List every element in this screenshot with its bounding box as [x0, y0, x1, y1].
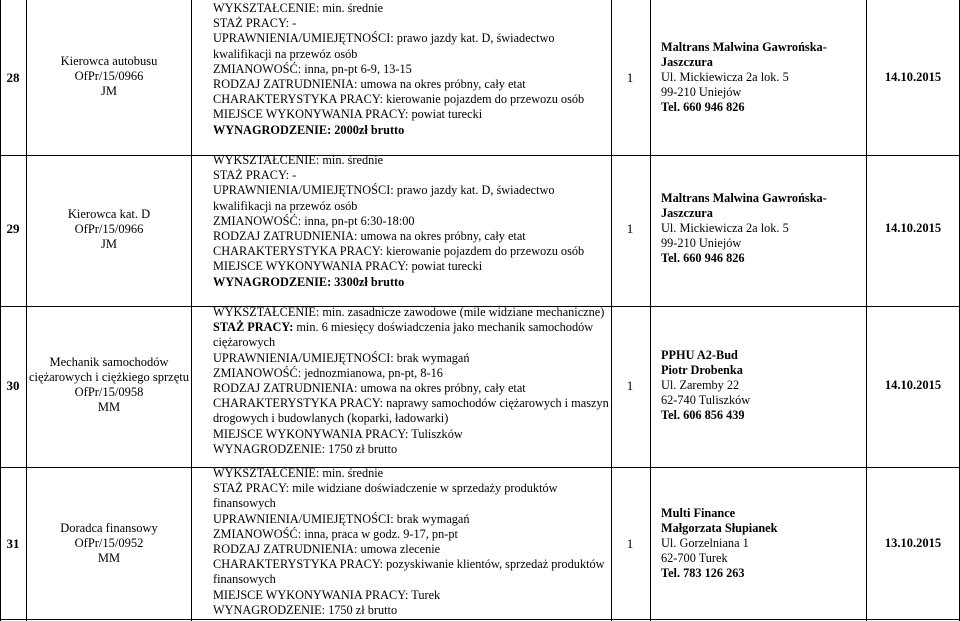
- education-line: [213, 153, 611, 168]
- employer-city: 62-740 Tuliszków: [661, 393, 751, 407]
- employer-cell: [661, 191, 866, 266]
- place-label: MIEJSCE WYKONYWANIA PRACY:: [213, 587, 409, 602]
- characteristics-line: [213, 557, 611, 587]
- employer-cell: [661, 506, 866, 581]
- job-title: Mechanik samochodów ciężarowych i ciężkiego sprzętu: [29, 355, 189, 384]
- shift-value: inna, pn-pt 6-9, 13-15: [301, 61, 412, 76]
- offer-date: 14.10.2015: [884, 378, 942, 392]
- quantity: 1: [626, 536, 634, 551]
- experience-label: STAŻ PRACY:: [213, 320, 294, 335]
- education-label: WYKSZTAŁCENIE:: [213, 1, 320, 15]
- place-line: [213, 259, 611, 274]
- employer-phone: Tel. 660 946 826: [661, 251, 745, 265]
- education-label: WYKSZTAŁCENIE:: [213, 466, 320, 480]
- job-description: [213, 1, 611, 138]
- shift-value: inna, praca w godz. 9-17, pn-pt: [301, 526, 458, 541]
- qualifications-line: [213, 183, 611, 213]
- characteristics-line: [213, 396, 611, 426]
- table-vline-2: [191, 0, 192, 621]
- shift-line: [213, 527, 611, 542]
- characteristics-value: naprawy samochodów ciężarowych i maszyn drogowych i budowlanych (koparki, ładowarki): [213, 396, 609, 426]
- job-initials: JM: [101, 84, 117, 98]
- employer-city: 99-210 Uniejów: [661, 236, 742, 250]
- row-number: 29: [6, 221, 20, 236]
- table-vline-5: [866, 0, 867, 621]
- job-cell: [27, 521, 191, 566]
- employer-name: Maltrans Malwina Gawrońska-Jaszczura: [661, 40, 827, 69]
- qualifications-value: prawo jazdy kat. D, świadectwo kwalifikacji na przewóz osób: [213, 31, 555, 61]
- job-title: Kierowca kat. D: [67, 207, 151, 221]
- characteristics-line: [213, 244, 611, 259]
- characteristics-line: [213, 92, 611, 107]
- place-value: powiat turecki: [408, 259, 483, 274]
- row-number: 30: [6, 378, 20, 393]
- characteristics-label: CHARAKTERYSTYKA PRACY:: [213, 244, 384, 259]
- employer-name-line1: PPHU A2-Bud: [661, 348, 738, 362]
- characteristics-label: CHARAKTERYSTYKA PRACY:: [213, 557, 384, 572]
- qualifications-line: [213, 31, 611, 61]
- experience-value: -: [289, 168, 297, 183]
- qualifications-value: brak wymagań: [393, 511, 470, 526]
- quantity: 1: [626, 70, 634, 85]
- employer-city: 62-700 Turek: [661, 551, 728, 565]
- salary-line: [213, 275, 611, 290]
- employer-phone: Tel. 783 126 263: [661, 566, 745, 580]
- job-title: Doradca finansowy: [60, 521, 158, 535]
- qualifications-line: [213, 512, 611, 527]
- job-description: [213, 466, 611, 618]
- employer-city: 99-210 Uniejów: [661, 85, 742, 99]
- employment-value: umowa na okres próbny, cały etat: [357, 229, 526, 244]
- experience-line: [213, 481, 611, 511]
- education-line: [213, 1, 611, 16]
- salary-value: 3300zł brutto: [331, 274, 405, 289]
- place-line: [213, 427, 611, 442]
- shift-line: [213, 214, 611, 229]
- job-ref: OfPr/15/0966: [74, 69, 144, 83]
- salary-value: 2000zł brutto: [331, 122, 405, 137]
- characteristics-value: kierowanie pojazdem do przewozu osób: [383, 244, 585, 259]
- table-vline-left: [0, 0, 1, 621]
- qualifications-label: UPRAWNIENIA/UMIEJĘTNOŚCI:: [213, 31, 394, 46]
- quantity: 1: [626, 378, 634, 393]
- salary-line: [213, 442, 611, 457]
- salary-line: [213, 603, 611, 618]
- shift-line: [213, 62, 611, 77]
- job-cell: [27, 54, 191, 99]
- offer-date: 14.10.2015: [884, 221, 942, 235]
- job-initials: MM: [97, 400, 121, 414]
- job-title: Kierowca autobusu: [60, 54, 158, 68]
- salary-label: WYNAGRODZENIE:: [213, 441, 326, 456]
- shift-label: ZMIANOWOŚĆ:: [213, 61, 302, 76]
- job-cell: [27, 355, 191, 415]
- experience-line: [213, 168, 611, 183]
- employer-phone: Tel. 660 946 826: [661, 100, 745, 114]
- offer-date: 13.10.2015: [884, 536, 942, 550]
- employment-line: [213, 77, 611, 92]
- education-line: [213, 466, 611, 481]
- employment-label: RODZAJ ZATRUDNIENIA:: [213, 381, 358, 396]
- employer-street: Ul. Mickiewicza 2a lok. 5: [661, 221, 789, 235]
- experience-label: STAŻ PRACY:: [213, 16, 290, 31]
- education-value: min. średnie: [319, 1, 384, 15]
- salary-value: 1750 zł brutto: [325, 441, 398, 456]
- job-ref: OfPr/15/0958: [74, 385, 144, 399]
- employer-street: Ul. Zaremby 22: [661, 378, 740, 392]
- characteristics-value: pozyskiwanie klientów, sprzedaż produktów finansowych: [213, 557, 605, 587]
- employer-cell: [661, 348, 866, 423]
- employer-name: Maltrans Malwina Gawrońska-Jaszczura: [661, 191, 827, 220]
- employer-name-line2: Piotr Drobenka: [661, 363, 743, 377]
- education-value: min. średnie: [319, 466, 384, 480]
- row-number: 31: [6, 536, 20, 551]
- salary-label: WYNAGRODZENIE:: [213, 122, 332, 137]
- qualifications-line: [213, 351, 611, 366]
- experience-line: [213, 16, 611, 31]
- salary-value: 1750 zł brutto: [325, 602, 398, 617]
- employer-street: Ul. Mickiewicza 2a lok. 5: [661, 70, 789, 84]
- characteristics-value: kierowanie pojazdem do przewozu osób: [383, 92, 585, 107]
- job-ref: OfPr/15/0966: [74, 222, 144, 236]
- table-vline-3: [611, 0, 612, 621]
- row-number: 28: [6, 70, 20, 85]
- qualifications-value: prawo jazdy kat. D, świadectwo kwalifikacji na przewóz osób: [213, 183, 555, 213]
- employer-cell: [661, 40, 866, 115]
- employment-line: [213, 381, 611, 396]
- shift-label: ZMIANOWOŚĆ:: [213, 213, 302, 228]
- job-initials: JM: [101, 237, 117, 251]
- qualifications-label: UPRAWNIENIA/UMIEJĘTNOŚCI:: [213, 183, 394, 198]
- employer-phone: Tel. 606 856 439: [661, 408, 745, 422]
- education-value: min. średnie: [319, 153, 384, 167]
- education-line: [213, 305, 611, 320]
- job-description: [213, 305, 611, 457]
- place-value: Tuliszków: [408, 426, 463, 441]
- employer-name-line1: Multi Finance: [661, 506, 736, 520]
- employer-name-line2: Małgorzata Słupianek: [661, 521, 778, 535]
- experience-label: STAŻ PRACY:: [213, 481, 290, 496]
- shift-label: ZMIANOWOŚĆ:: [213, 365, 302, 380]
- place-value: Turek: [408, 587, 441, 602]
- table-hline-bottom: [0, 619, 960, 620]
- experience-label: STAŻ PRACY:: [213, 168, 290, 183]
- education-value: min. zasadnicze zawodowe (mile widziane mechaniczne): [319, 305, 605, 319]
- offer-date: 14.10.2015: [884, 70, 942, 84]
- characteristics-label: CHARAKTERYSTYKA PRACY:: [213, 396, 384, 411]
- education-label: WYKSZTAŁCENIE:: [213, 153, 320, 167]
- place-label: MIEJSCE WYKONYWANIA PRACY:: [213, 107, 409, 122]
- employment-value: umowa na okres próbny, cały etat: [357, 381, 526, 396]
- characteristics-label: CHARAKTERYSTYKA PRACY:: [213, 92, 384, 107]
- employment-line: [213, 542, 611, 557]
- shift-value: jednozmianowa, pn-pt, 8-16: [301, 365, 443, 380]
- salary-label: WYNAGRODZENIE:: [213, 602, 326, 617]
- place-line: [213, 588, 611, 603]
- education-label: WYKSZTAŁCENIE:: [213, 305, 320, 319]
- place-value: powiat turecki: [408, 107, 483, 122]
- qualifications-label: UPRAWNIENIA/UMIEJĘTNOŚCI:: [213, 350, 394, 365]
- employment-value: umowa zlecenie: [357, 542, 441, 557]
- salary-line: [213, 123, 611, 138]
- employment-label: RODZAJ ZATRUDNIENIA:: [213, 77, 358, 92]
- qualifications-value: brak wymagań: [393, 350, 470, 365]
- place-label: MIEJSCE WYKONYWANIA PRACY:: [213, 259, 409, 274]
- quantity: 1: [626, 221, 634, 236]
- shift-value: inna, pn-pt 6:30-18:00: [301, 213, 415, 228]
- shift-line: [213, 366, 611, 381]
- job-cell: [27, 207, 191, 252]
- table-vline-4: [650, 0, 651, 621]
- employer-street: Ul. Gorzelniana 1: [661, 536, 749, 550]
- job-initials: MM: [97, 551, 121, 565]
- employment-label: RODZAJ ZATRUDNIENIA:: [213, 542, 358, 557]
- qualifications-label: UPRAWNIENIA/UMIEJĘTNOŚCI:: [213, 511, 394, 526]
- job-ref: OfPr/15/0952: [74, 536, 144, 550]
- experience-value: mile widziane doświadczenie w sprzedaży produktów finansowych: [213, 481, 558, 511]
- place-line: [213, 107, 611, 122]
- employment-value: umowa na okres próbny, cały etat: [357, 77, 526, 92]
- employment-line: [213, 229, 611, 244]
- experience-value: -: [289, 16, 297, 31]
- shift-label: ZMIANOWOŚĆ:: [213, 526, 302, 541]
- place-label: MIEJSCE WYKONYWANIA PRACY:: [213, 426, 409, 441]
- experience-line: [213, 320, 611, 350]
- salary-label: WYNAGRODZENIE:: [213, 274, 332, 289]
- employment-label: RODZAJ ZATRUDNIENIA:: [213, 229, 358, 244]
- job-description: [213, 153, 611, 290]
- experience-value: min. 6 miesięcy doświadczenia jako mechanik samochodów ciężarowych: [213, 320, 594, 350]
